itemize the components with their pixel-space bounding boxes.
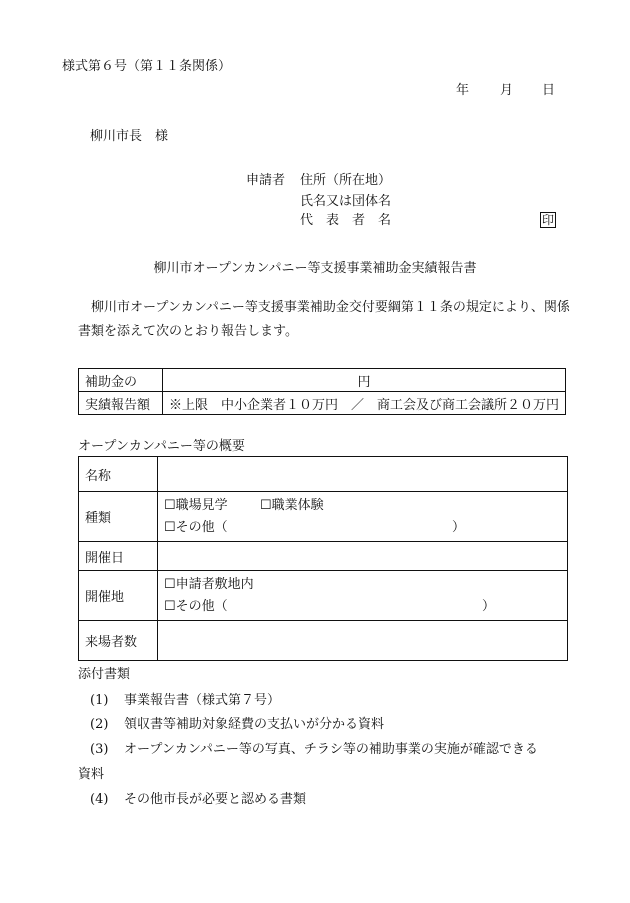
visitors-row-label: 来場者数 (79, 621, 158, 661)
date-month-label: 月 (500, 83, 514, 98)
applicant-label: 申請者 (246, 173, 286, 188)
document-title: 柳川市オープンカンパニー等支援事業補助金実績報告書 (153, 261, 477, 276)
attachment-item-3-continuation: 資料 (78, 767, 105, 782)
amount-unit: 円 (162, 369, 565, 392)
venue-other-close: ） (481, 598, 495, 614)
visitors-value-cell (158, 621, 568, 661)
form-number: 様式第６号（第１１条関係） (62, 59, 232, 74)
amount-table (78, 368, 566, 415)
attachment-item-2-text: 領収書等補助対象経費の支払いが分かる資料 (124, 717, 385, 732)
date-day-label: 日 (542, 83, 556, 98)
venue-row-label: 開催地 (79, 571, 158, 621)
body-paragraph: 柳川市オープンカンパニー等支援事業補助金交付要綱第１１条の規定により、関係書類を添えて次のとおり報告します。 (78, 300, 570, 339)
type-work-experience-checkbox[interactable]: ☐職業体験 (259, 497, 324, 513)
amount-label-line2: 実績報告額 (79, 392, 163, 415)
table-row (79, 492, 568, 542)
type-other-close: ） (451, 519, 465, 535)
venue-applicant-premises-checkbox[interactable]: ☐申請者敷地内 (164, 576, 254, 592)
date-value-cell (158, 542, 568, 571)
name-row-label: 名称 (79, 457, 158, 492)
address-label: 住所（所在地） (300, 173, 392, 188)
venue-options-cell (158, 571, 568, 621)
attachment-item-1-number: (1) (90, 693, 109, 708)
overview-heading: オープンカンパニー等の概要 (78, 439, 245, 454)
overview-table (78, 456, 568, 661)
attachment-item-2-number: (2) (90, 717, 109, 732)
seal-mark: 印 (542, 213, 555, 227)
date-year-label: 年 (456, 83, 470, 98)
attachment-item-3-text: オープンカンパニー等の写真、チラシ等の補助事業の実施が確認できる (124, 742, 538, 757)
attachment-item-3-number: (3) (90, 742, 109, 757)
table-row (79, 542, 568, 571)
name-label: 氏名又は団体名 (300, 194, 392, 209)
attachment-item-1-text: 事業報告書（様式第７号） (124, 693, 281, 708)
table-row (79, 621, 568, 661)
attachment-item-4-number: (4) (90, 792, 109, 807)
type-other-checkbox[interactable]: ☐その他（ (164, 519, 228, 535)
name-value-cell (158, 457, 568, 492)
type-workplace-visit-checkbox[interactable]: ☐職場見学 (164, 497, 228, 513)
table-row (79, 571, 568, 621)
amount-label-line1: 補助金の (79, 369, 163, 392)
attachments-heading: 添付書類 (78, 667, 131, 682)
type-row-label: 種類 (79, 492, 158, 542)
addressee: 柳川市長 様 (90, 129, 169, 144)
type-options-cell (158, 492, 568, 542)
table-row (79, 457, 568, 492)
date-row-label: 開催日 (79, 542, 158, 571)
amount-limit-note: ※上限 中小企業者１０万円 ／ 商工会及び商工会議所２０万円 (162, 392, 565, 415)
venue-other-checkbox[interactable]: ☐その他（ (164, 598, 228, 614)
representative-label: 代 表 者 名 (300, 213, 392, 228)
attachment-item-4-text: その他市長が必要と認める書類 (124, 792, 307, 807)
